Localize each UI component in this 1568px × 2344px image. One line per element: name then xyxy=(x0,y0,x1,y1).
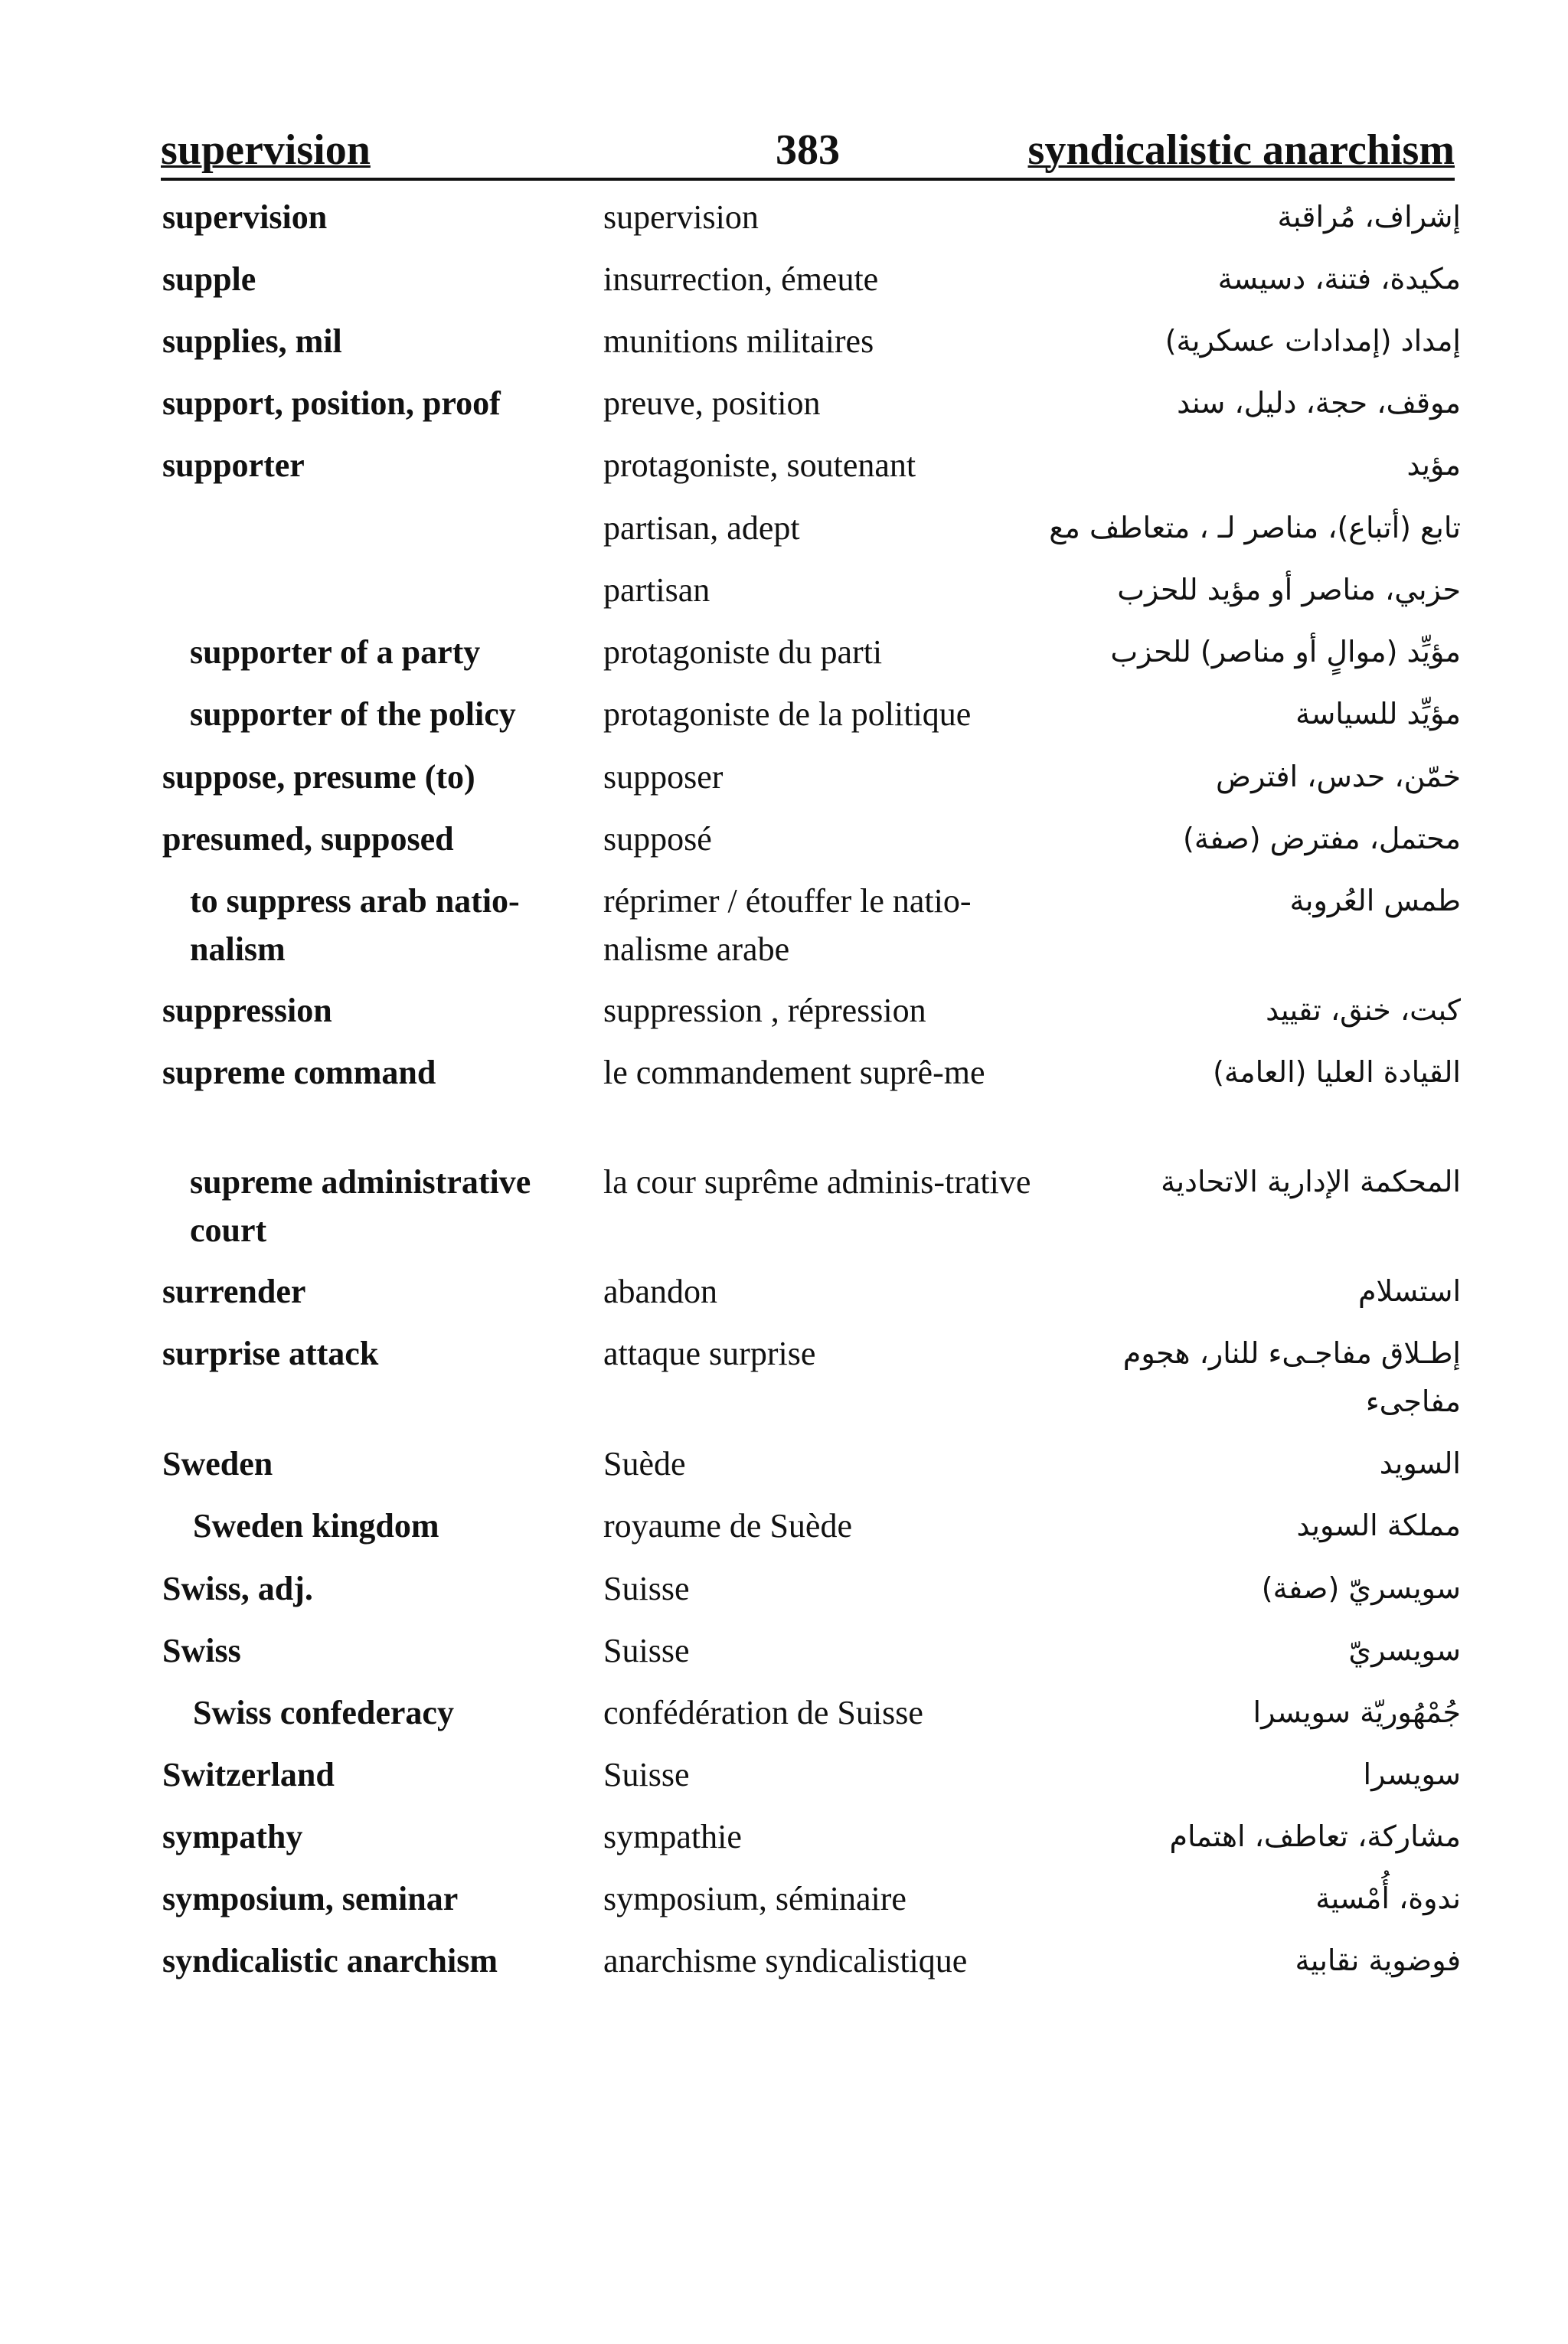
french-term: confédération de Suisse xyxy=(603,1694,923,1731)
french-term: suppression , répression xyxy=(603,992,926,1029)
french-term: munitions militaires xyxy=(603,322,874,360)
arabic-term: المحكمة الإدارية الاتحادية xyxy=(1161,1165,1461,1198)
english-term: supple xyxy=(162,260,256,298)
arabic-term: السويد xyxy=(1379,1447,1461,1480)
french-term: protagoniste de la politique xyxy=(603,695,972,733)
english-term: surprise attack xyxy=(162,1335,379,1372)
english-term: Swiss xyxy=(162,1632,241,1669)
french-term: abandon xyxy=(603,1273,718,1310)
french-term: sympathie xyxy=(603,1818,742,1855)
english-term: surrender xyxy=(162,1273,306,1310)
english-term: supporter of the policy xyxy=(190,695,516,733)
english-term: Switzerland xyxy=(162,1756,335,1793)
arabic-term: تابع (أتباع)، مناصر لـ ، متعاطف مع xyxy=(1049,511,1461,544)
english-term: suppose, presume (to) xyxy=(162,758,475,796)
arabic-term: جُمْهُوريّة سويسرا xyxy=(1253,1695,1461,1729)
arabic-term: مكيدة، فتنة، دسيسة xyxy=(1217,262,1461,296)
english-term: symposium, seminar xyxy=(162,1880,459,1917)
arabic-term: فوضوية نقابية xyxy=(1295,1944,1461,1977)
french-term: protagoniste du parti xyxy=(603,633,883,671)
arabic-term: ندوة، أُمْسية xyxy=(1315,1881,1461,1915)
english-term: supreme administrative court xyxy=(190,1163,531,1249)
french-term: supposer xyxy=(603,758,724,796)
french-term: anarchisme syndicalistique xyxy=(603,1942,968,1979)
arabic-term: مؤيد xyxy=(1406,448,1461,482)
english-term: syndicalistic anarchism xyxy=(162,1942,498,1979)
english-term: Sweden kingdom xyxy=(193,1507,439,1545)
french-term: protagoniste, soutenant xyxy=(603,446,916,484)
arabic-term: مؤيِّد للسياسة xyxy=(1295,697,1461,731)
french-term: Suisse xyxy=(603,1632,690,1669)
english-term: presumed, supposed xyxy=(162,820,454,858)
french-term: Suisse xyxy=(603,1756,690,1793)
arabic-term: موقف، حجة، دليل، سند xyxy=(1177,386,1461,420)
arabic-term: إشراف، مُراقبة xyxy=(1277,200,1461,234)
english-term: Swiss, adj. xyxy=(162,1570,313,1607)
english-term: supplies, mil xyxy=(162,322,342,360)
arabic-term: كبت، خنق، تقييد xyxy=(1266,993,1461,1027)
french-term: supervision xyxy=(603,198,759,236)
english-term: supporter xyxy=(162,446,305,484)
english-term: to suppress arab natio-nalism xyxy=(190,882,520,968)
arabic-term: طمس العُروبة xyxy=(1289,884,1461,917)
header-first-entry: supervision xyxy=(161,126,371,174)
arabic-term: إمداد (إمدادات عسكرية) xyxy=(1165,324,1461,358)
french-term: le commandement suprê-me xyxy=(603,1054,985,1091)
english-term: Sweden xyxy=(162,1445,273,1483)
french-term: Suisse xyxy=(603,1570,690,1607)
french-term: preuve, position xyxy=(603,384,821,422)
french-term: supposé xyxy=(603,820,712,858)
arabic-term: سويسرا xyxy=(1363,1757,1461,1791)
french-term: la cour suprême adminis-trative xyxy=(603,1163,1031,1201)
french-term: attaque surprise xyxy=(603,1335,816,1372)
arabic-term: إطـلاق مفاجـىء للنار، هجوم مفاجىء xyxy=(1122,1336,1461,1418)
arabic-term: حزبي، مناصر أو مؤيد للحزب xyxy=(1117,573,1461,606)
french-term: royaume de Suède xyxy=(603,1507,852,1545)
english-term: support, position, proof xyxy=(162,384,501,422)
arabic-term: مملكة السويد xyxy=(1296,1509,1461,1542)
english-term: supporter of a party xyxy=(190,633,481,671)
french-term: Suède xyxy=(603,1445,686,1483)
arabic-term: خمّن، حدس، افترض xyxy=(1216,760,1461,793)
arabic-term: مشاركة، تعاطف، اهتمام xyxy=(1169,1819,1461,1853)
arabic-term: محتمل، مفترض (صفة) xyxy=(1183,822,1461,855)
arabic-term: سويسريّ xyxy=(1348,1633,1461,1667)
page-number: 383 xyxy=(776,126,840,174)
french-term: partisan xyxy=(603,571,710,609)
french-term: réprimer / étouffer le natio-nalisme arabe xyxy=(603,882,972,968)
english-term: Swiss confederacy xyxy=(193,1694,454,1731)
arabic-term: القيادة العليا (العامة) xyxy=(1213,1055,1461,1089)
french-term: partisan, adept xyxy=(603,509,800,547)
french-term: symposium, séminaire xyxy=(603,1880,906,1917)
arabic-term: مؤيِّد (موالٍ أو مناصر) للحزب xyxy=(1110,635,1461,669)
english-term: suppression xyxy=(162,992,332,1029)
english-term: sympathy xyxy=(162,1818,303,1855)
arabic-term: سويسريّ (صفة) xyxy=(1261,1571,1461,1605)
english-term: supervision xyxy=(162,198,328,236)
french-term: insurrection, émeute xyxy=(603,260,879,298)
english-term: supreme command xyxy=(162,1054,436,1091)
arabic-term: استسلام xyxy=(1358,1274,1461,1308)
header-last-entry: syndicalistic anarchism xyxy=(1027,126,1455,174)
